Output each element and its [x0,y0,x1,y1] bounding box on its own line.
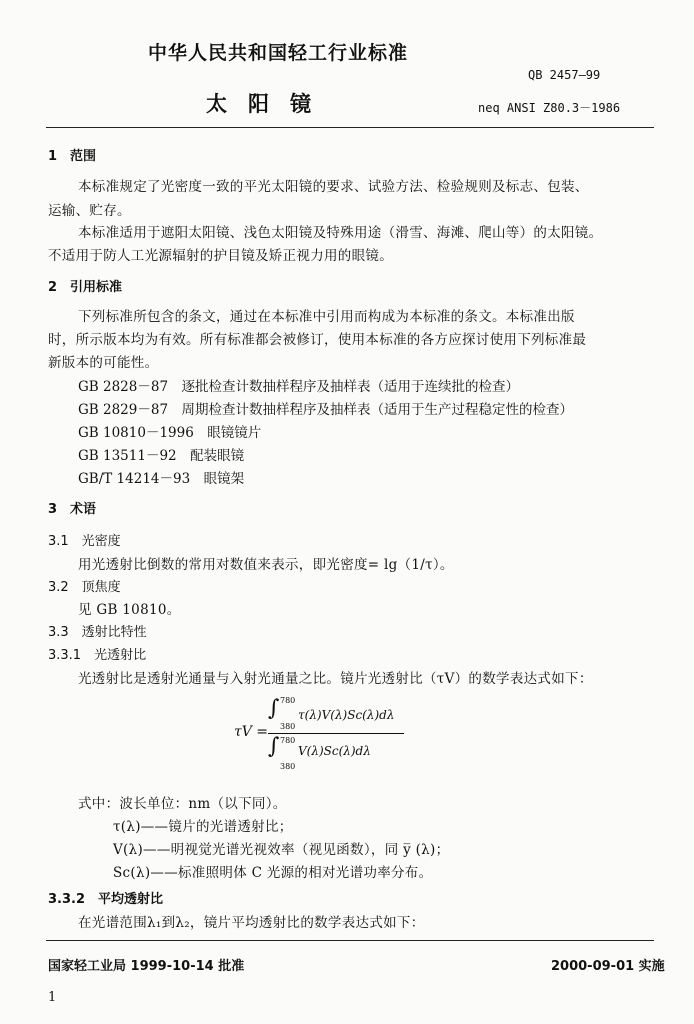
reference-item: GB 13511－92 配装眼镜 [78,448,245,464]
document-code: QB 2457—99 [528,68,601,82]
section-2-heading: 2 引用标准 [48,280,123,295]
section-1-para1-line2: 运输、贮存。 [48,203,131,219]
clause-3-1-heading: 3.1 光密度 [48,534,121,549]
upper-limit: 780 [280,696,296,705]
clause-3-1-text: 用光透射比倒数的常用对数值来表示，即光密度= lg（1/τ）。 [78,557,454,573]
upper-limit: 780 [280,736,296,745]
effective-date: 2000-09-01 实施 [551,959,665,974]
clause-3-2-heading: 3.2 顶焦度 [48,580,121,595]
equivalent-standard: neq ANSI Z80.3－1986 [478,101,621,115]
formula-lhs: τV = [234,724,269,740]
reference-item: GB/T 14214－93 眼镜架 [78,471,245,487]
formula-numerator: τ(λ)V(λ)Sc(λ)dλ [298,708,395,722]
clause-3-3-heading: 3.3 透射比特性 [48,625,147,640]
clause-3-3-2-text: 在光谱范围λ₁到λ₂，镜片平均透射比的数学表达式如下： [78,915,425,931]
reference-item: GB 10810－1996 眼镜镜片 [78,425,262,441]
formula-where: 式中：波长单位：nm（以下同）。 [78,796,287,812]
section-1-para2-line1: 本标准适用于遮阳太阳镜、浅色太阳镜及特殊用途（滑雪、海滩、爬山等）的太阳镜。 [78,225,603,241]
footer-rule [46,940,654,941]
section-3-heading: 3 术语 [48,502,97,517]
formula-denominator: V(λ)Sc(λ)dλ [298,744,371,758]
section-2-para-line3: 新版本的可能性。 [48,355,159,371]
clause-3-3-2-heading: 3.3.2 平均透射比 [48,892,164,907]
issuer-title: 中华人民共和国轻工行业标准 [148,42,409,64]
definition-sc: Sc(λ)——标准照明体 C 光源的相对光谱功率分布。 [113,865,433,881]
fraction-bar [268,733,404,734]
clause-3-2-text: 见 GB 10810。 [78,602,181,618]
clause-3-3-1-heading: 3.3.1 光透射比 [48,648,147,663]
integral-sign-numerator: ∫ [268,696,280,721]
document-title: 太 阳 镜 [206,92,311,116]
section-2-para-line1: 下列标准所包含的条文，通过在本标准中引用而构成为本标准的条文。本标准出版 [78,309,575,325]
section-1-heading: 1 范围 [48,149,97,164]
header-rule [46,127,654,128]
lower-limit: 380 [280,722,296,731]
section-1-para2-line2: 不适用于防人工光源辐射的护目镜及矫正视力用的眼镜。 [48,248,393,264]
approval-note: 国家轻工业局 1999-10-14 批准 [48,959,245,974]
section-1-para1-line1: 本标准规定了光密度一致的平光太阳镜的要求、试验方法、检验规则及标志、包装、 [78,179,589,195]
clause-3-3-1-text: 光透射比是透射光通量与入射光通量之比。镜片光透射比（τV）的数学表达式如下： [78,671,593,687]
definition-tau: τ(λ)——镜片的光谱透射比； [113,819,293,835]
section-2-para-line2: 时，所示版本均为有效。所有标准都会被修订，使用本标准的各方应探讨使用下列标准最 [48,332,587,348]
integral-sign-denominator: ∫ [268,734,280,759]
lower-limit: 380 [280,762,296,771]
luminous-transmittance-formula [234,694,434,774]
page-number: 1 [48,990,57,1005]
reference-item: GB 2828－87 逐批检查计数抽样程序及抽样表（适用于连续批的检查） [78,379,520,395]
definition-v: V(λ)——明视觉光谱光视效率（视见函数），同 y̅ (λ)； [113,842,450,858]
reference-item: GB 2829－87 周期检查计数抽样程序及抽样表（适用于生产过程稳定性的检查） [78,402,574,418]
